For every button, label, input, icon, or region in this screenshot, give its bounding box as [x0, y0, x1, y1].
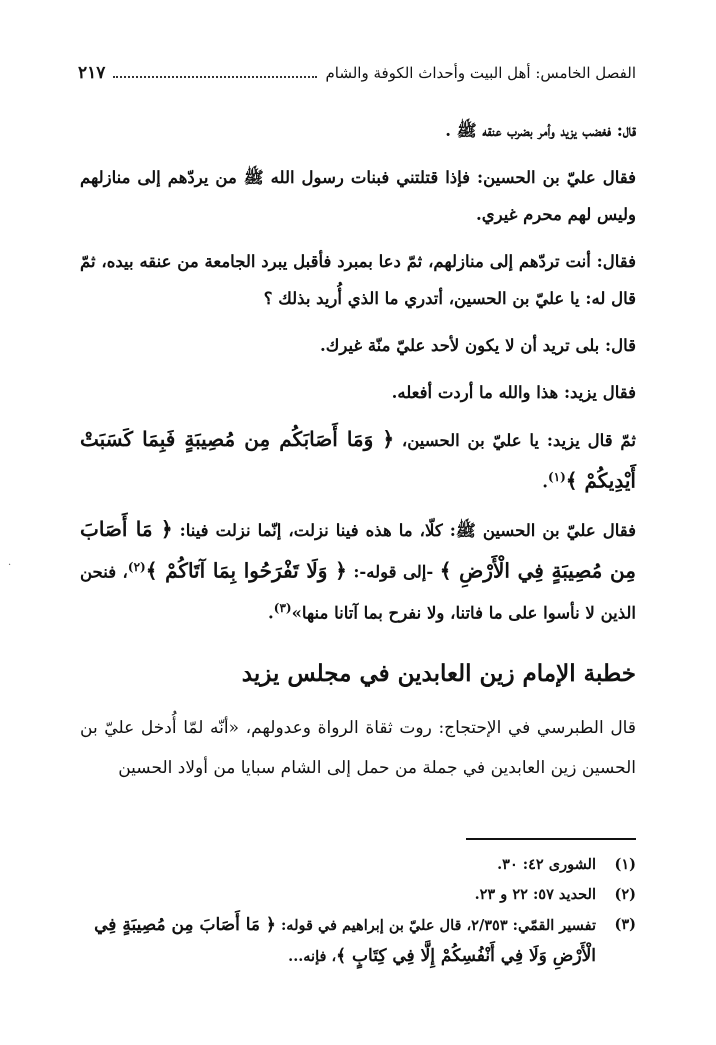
paragraph: فقال يزيد: هذا والله ما أردت أفعله.: [391, 383, 636, 402]
paragraph: قال: بلى تريد أن لا يكون لأحد عليّ منّة غيرك.: [320, 336, 636, 355]
page-number: ٢١٧: [78, 63, 106, 83]
text-run: -إلى قوله-:: [346, 562, 440, 581]
footnote-number: (١): [614, 856, 636, 873]
quran-verse: ﴿ مَا أَصَابَ مِن مُصِيبَةٍ فِي الْأَرْضِ ﴾: [80, 516, 636, 582]
footnote-text: الشورى ٤٢: ٣٠.: [497, 856, 596, 873]
text-run: فقال عليّ بن الحسين ﷺ: كلّا، ما هذه فينا نزلت، إنّما نزلت فينا:: [172, 520, 636, 540]
footnote: [80, 850, 636, 880]
paragraph: فقال: أنت تردّهم إلى منازلهم، ثمّ دعا بمبرد فأقبل يبرد الجامعة من عنقه بيده، ثمّ قال له: يا عليّ بن الحسين، أتدري ما الذي أُريد بذلك ؟: [80, 252, 636, 308]
paragraph: قال: فغضب يزيد وأمر بضرب عنقه ﷺ .: [445, 121, 636, 140]
page-header: [78, 58, 636, 88]
running-title: الفصل الخامس: أهل البيت وأحداث الكوفة والشام: [325, 64, 636, 82]
footnote: [80, 880, 636, 910]
page-body: [80, 112, 636, 798]
footnote-divider: [466, 838, 636, 840]
text-run: ، فنحن الذين لا نأسوا على ما فاتنا، ولا نفرح بما آتانا منها»: [80, 562, 636, 623]
footnote-text: الحديد ٥٧: ٢٢ و ٢٣.: [474, 886, 596, 903]
quran-verse: ﴿ مَا أَصَابَ مِن مُصِيبَةٍ فِي الْأَرْضِ وَلَا فِي أَنْفُسِكُمْ إِلَّا فِي كِتَابٍ ﴾: [94, 915, 596, 966]
text-run: ثمّ قال يزيد: يا عليّ بن الحسين،: [394, 431, 636, 450]
text-run: تفسير القمّي: ٢/٣٥٣، قال عليّ بن إبراهيم في قوله:: [275, 917, 596, 934]
footnote-ref: (١): [547, 470, 566, 484]
footnote: [80, 910, 636, 972]
paragraph: [80, 421, 636, 501]
footnote-number: (٢): [614, 886, 636, 903]
footnotes: [80, 850, 636, 972]
text-run: ، فإنه...: [288, 948, 337, 965]
text-run: .: [268, 603, 274, 623]
quran-verse: ﴿ وَمَا أَصَابَكُم مِن مُصِيبَةٍ فَبِمَا كَسَبَتْ أَيْدِيكُمْ ﴾: [80, 427, 636, 493]
margin-mark: ·: [8, 560, 12, 571]
text-run: .: [542, 472, 548, 492]
section-heading: خطبة الإمام زين العابدين في مجلس يزيد: [241, 659, 636, 687]
footnote-number: (٣): [614, 916, 636, 933]
quran-verse: ﴿ وَلَا تَفْرَحُوا بِمَا آتَاكُمْ ﴾: [145, 558, 347, 582]
footnote-ref: (٣): [273, 601, 292, 615]
paragraph: قال الطبرسي في الإحتجاج: روت ثقاة الرواة وعدولهم، «أنّه لمّا أُدخل عليّ بن الحسين زين العابدين في جملة من حمل إلى الشام سبايا من أولاد الحسين: [80, 717, 636, 778]
footnote-ref: (٢): [127, 559, 146, 574]
footnote-text: [80, 910, 596, 972]
leader-dots: [113, 76, 317, 78]
paragraph: فقال عليّ بن الحسين: فإذا قتلتني فبنات رسول الله ﷺ من يردّهم إلى منازلهم وليس لهم محرم غيري.: [80, 168, 636, 224]
paragraph: [80, 511, 636, 632]
